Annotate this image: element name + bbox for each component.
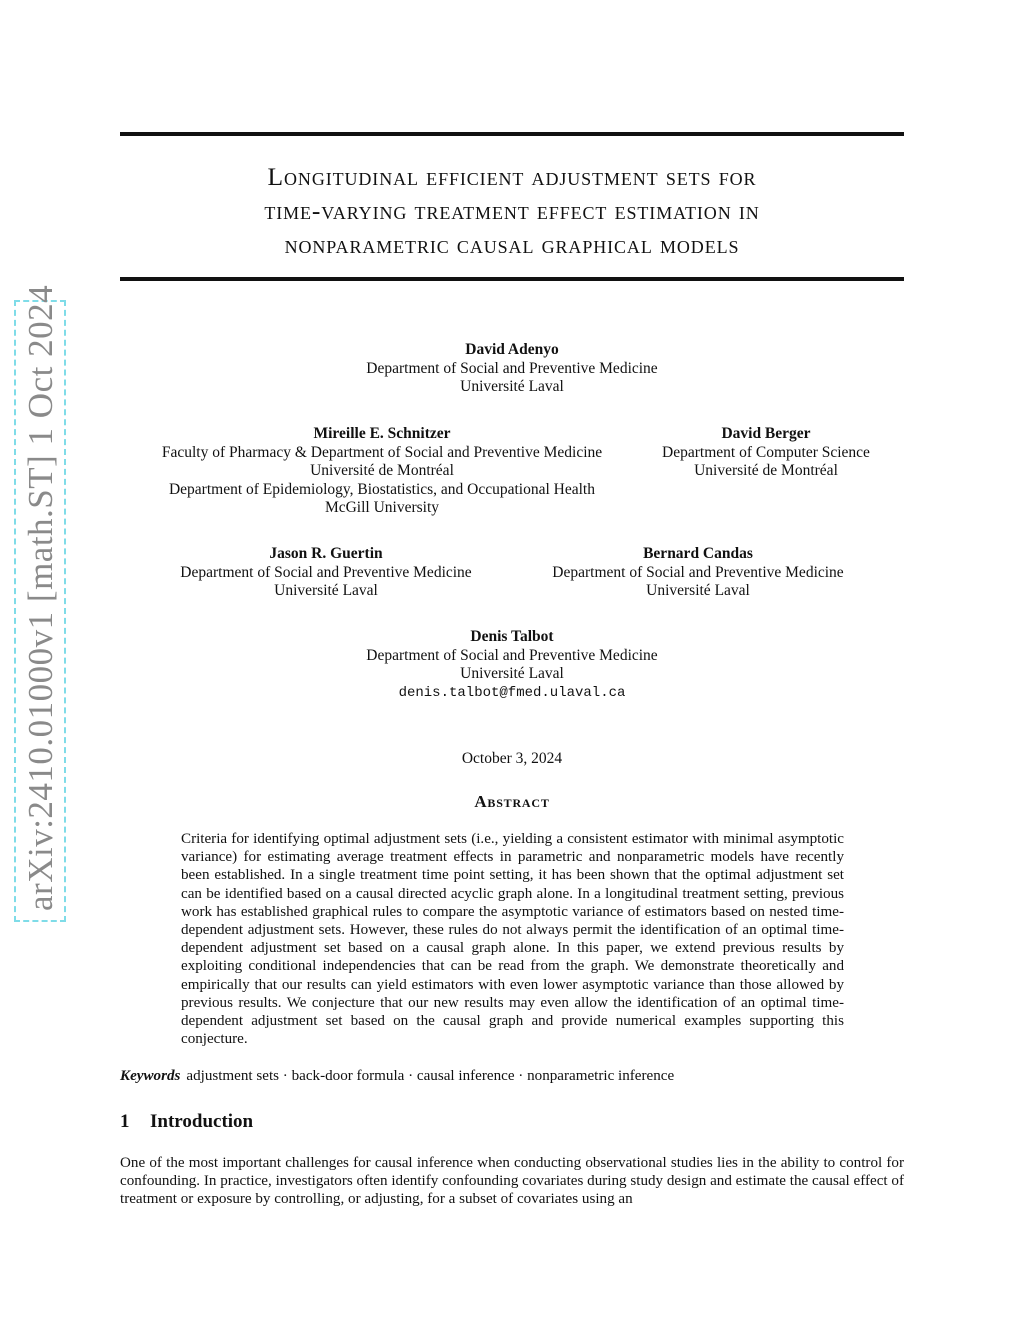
author-name: Jason R. Guertin [269,545,383,562]
keywords-label: Keywords [120,1068,181,1084]
author-berger [646,425,886,481]
introduction-text: One of the most important challenges for causal inference when conducting observational studies lies in the ability to control for confounding. In practice, investigators often identify confounding covariates during study design and estimate the causal effect of treatment or exposure by controlling, or adjusting, for a subset of covariates using an [120,1155,904,1208]
author-name: Denis Talbot [470,628,554,645]
author-name: David Adenyo [465,341,559,358]
author-name: Bernard Candas [643,545,753,562]
paper-date: October 3, 2024 [461,750,563,767]
author-affiliation: Department of Social and Preventive Medicine [366,359,658,377]
author-email-link[interactable]: denis.talbot@fmed.ulaval.ca [398,684,626,701]
title-line: time-varying treatment effect estimation in [264,196,760,225]
author-affiliation: Université Laval [460,665,564,682]
section-heading [120,1111,253,1133]
author-name: David Berger [721,425,811,442]
section-title: Introduction [150,1111,254,1132]
author-guertin [156,545,496,601]
author-candas [528,545,868,601]
author-adenyo [312,341,712,397]
title-bottom-rule [120,277,904,281]
title-top-rule [120,132,904,136]
author-affiliation: Université de Montréal [694,462,838,479]
abstract-heading: Abstract [474,792,550,811]
abstract-text: Criteria for identifying optimal adjustment sets (i.e., yielding a consistent estimator with minimal asymptotic variance) for estimating average treatment effects in parametric and nonparametric models have recently been established. In a single treatment time point setting, it has been shown that the optimal adjustment set can be identified based on a causal directed acyclic graph alone. In a longitudinal treatment setting, previous work has established graphical rules to compare the asymptotic variance of estimators based on nested time-dependent adjustment sets. However, these rules do not always permit the identification of an optimal time-dependent adjustment set based on a causal graph alone. In this paper, we extend previous results by exploiting conditional independencies that can be read from the graph. We demonstrate theoretically and empirically that our results can yield estimators with even lower asymptotic variance than those allowed by previous results. We conjecture that our new results may even allow the identification of an optimal time-dependent adjustment set based on the causal graph and provide numerical examples supporting this conjecture. [181,831,844,1048]
author-affiliation: Department of Computer Science [662,443,870,461]
section-number: 1 [120,1111,130,1132]
author-affiliation: Department of Epidemiology, Biostatistics, and Occupational Health [168,480,595,498]
arxiv-stamp[interactable]: arXiv:2410.01000v1 [math.ST] 1 Oct 2024 [21,284,60,911]
author-affiliation: Université Laval [646,582,750,599]
author-affiliation: Université Laval [460,378,564,395]
author-affiliation: McGill University [324,499,440,516]
title-line: Longitudinal efficient adjustment sets for [267,162,757,191]
author-affiliation: Department of Social and Preventive Medicine [552,563,844,581]
author-name: Mireille E. Schnitzer [313,425,451,442]
keywords-text: adjustment sets · back-door formula · causal inference · nonparametric inference [186,1068,675,1084]
author-affiliation: Department of Social and Preventive Medicine [180,563,472,581]
author-affiliation: Department of Social and Preventive Medicine [366,646,658,664]
keywords-line [120,1068,904,1085]
author-talbot [312,628,712,702]
author-affiliation: Faculty of Pharmacy & Department of Social and Preventive Medicine [161,443,603,461]
title-line: nonparametric causal graphical models [284,230,740,259]
paper-title [120,160,904,262]
author-affiliation: Université de Montréal [310,462,454,479]
author-affiliation: Université Laval [274,582,378,599]
author-schnitzer [132,425,632,518]
